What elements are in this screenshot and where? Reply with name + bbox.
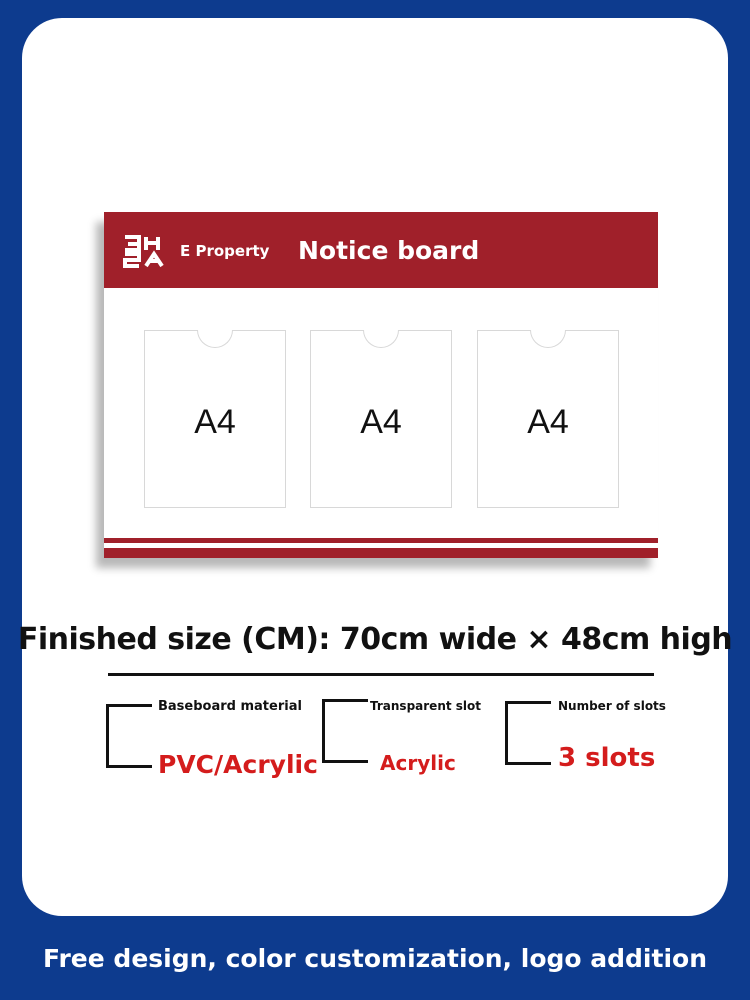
divider — [108, 673, 654, 676]
pocket-notch — [530, 330, 566, 348]
pocket-size-label: A4 — [527, 403, 569, 441]
pocket-notch — [363, 330, 399, 348]
company-logo-icon — [122, 234, 174, 268]
notice-board — [104, 212, 658, 558]
spec-value-baseboard: PVC/Acrylic — [158, 750, 318, 779]
pocket-notch — [197, 330, 233, 348]
spec-value-slots: 3 slots — [558, 743, 656, 773]
footer-banner: Free design, color customization, logo addition — [43, 944, 707, 973]
spec-bracket — [106, 704, 152, 768]
pocket-size-label: A4 — [194, 403, 236, 441]
spec-bracket — [322, 699, 368, 763]
board-stripe-thick — [104, 548, 658, 558]
board-stripe-thin — [104, 538, 658, 543]
board-title: Notice board — [298, 236, 480, 265]
spec-value-slot: Acrylic — [380, 751, 456, 775]
spec-label-slots: Number of slots — [558, 699, 666, 713]
spec-label-slot: Transparent slot — [370, 699, 482, 713]
a4-pocket — [477, 330, 619, 508]
board-header — [104, 212, 658, 288]
company-name: E Property — [180, 242, 270, 260]
a4-pocket — [144, 330, 286, 508]
finished-size-heading: Finished size (CM): 70cm wide × 48cm high — [17, 622, 733, 657]
spec-bracket — [505, 701, 551, 765]
spec-label-baseboard: Baseboard material — [158, 699, 302, 714]
a4-pocket — [310, 330, 452, 508]
pocket-size-label: A4 — [360, 403, 402, 441]
